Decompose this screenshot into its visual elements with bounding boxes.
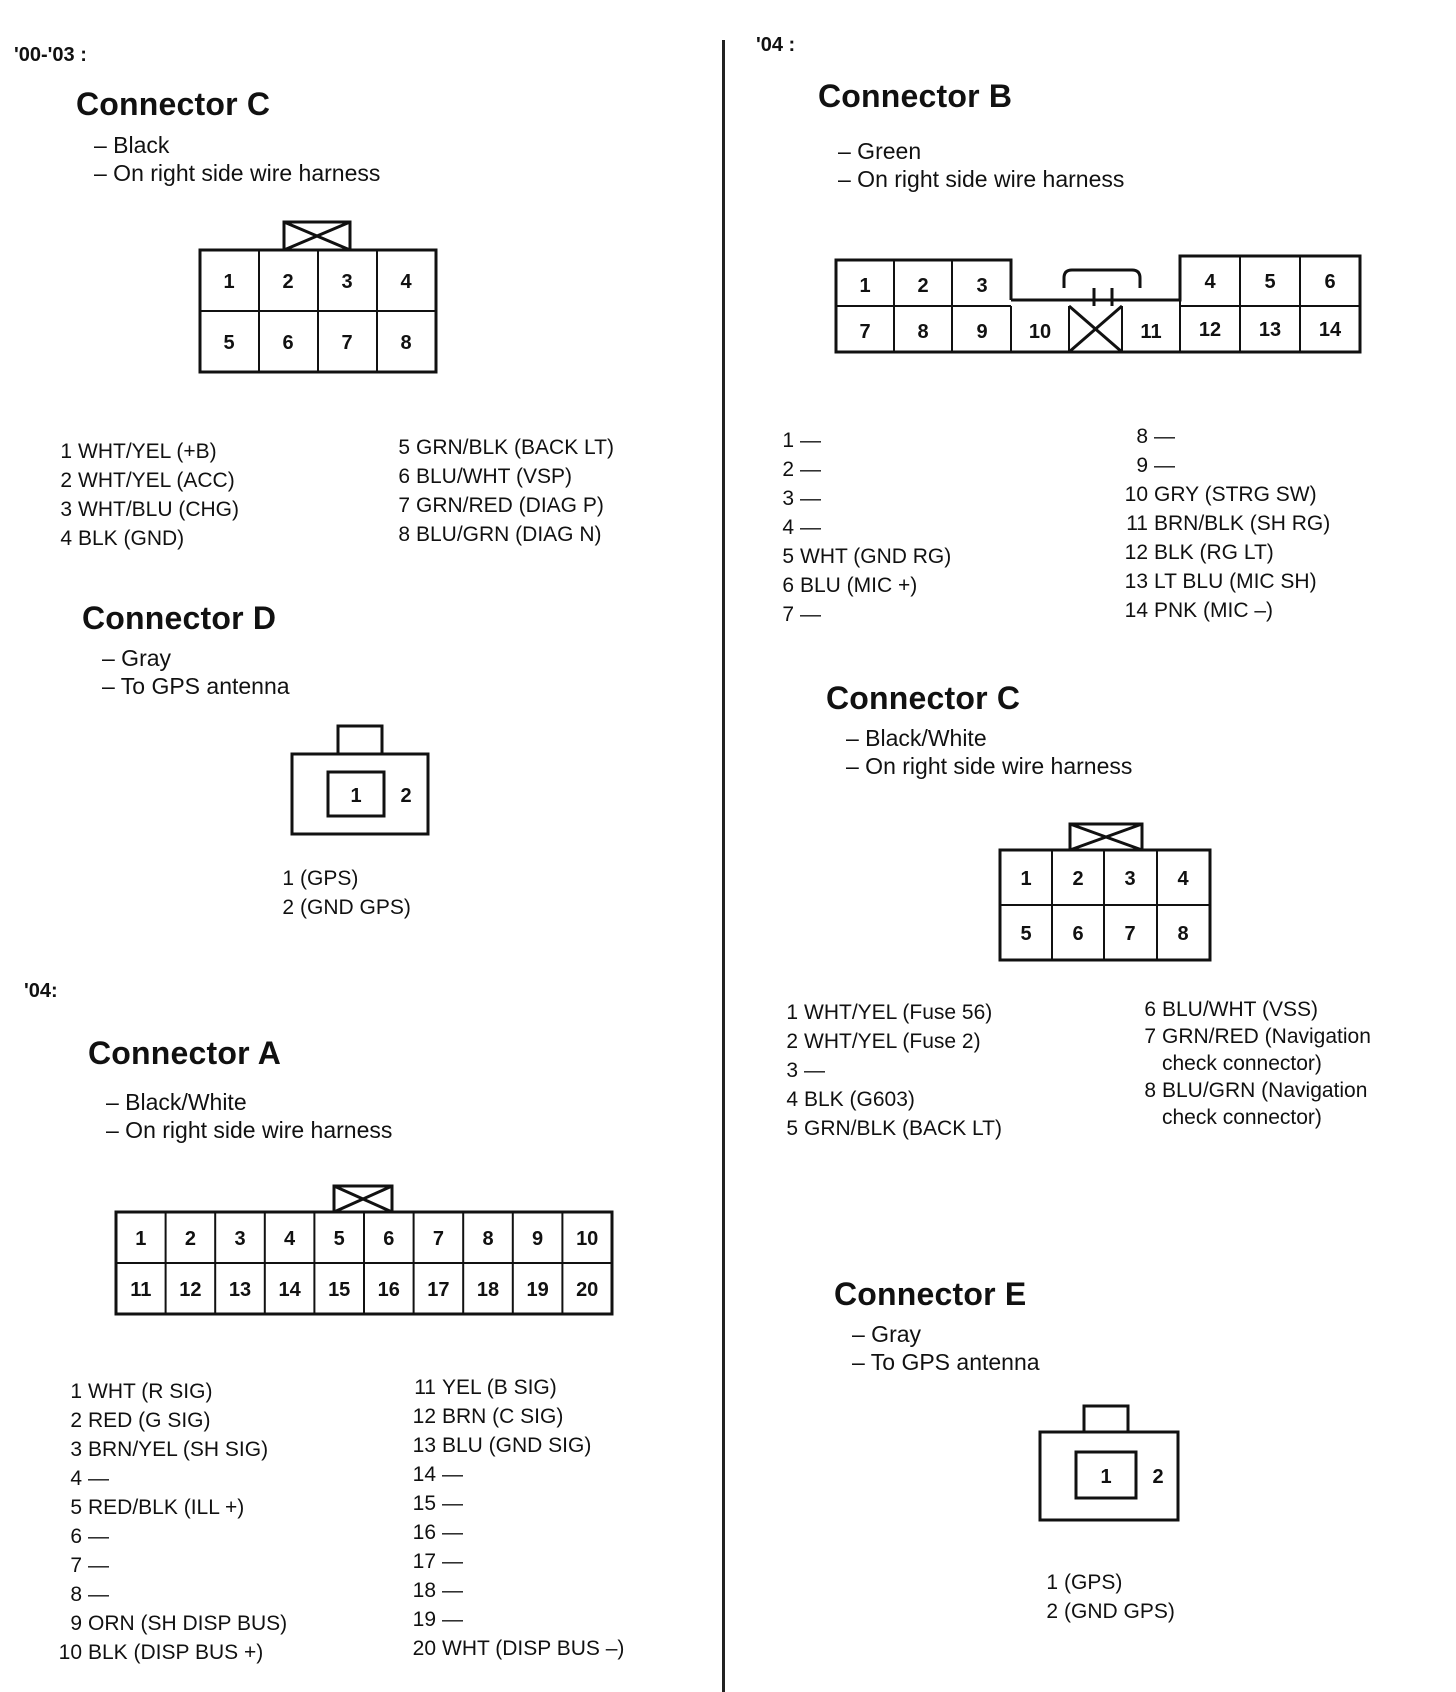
connector-a-20pin-diagram	[112, 1182, 620, 1322]
pin-row: 11 BRN/BLK (SH RG)	[1126, 512, 1331, 535]
connector-d-description	[102, 644, 290, 700]
pin-row: 10 GRY (STRG SW)	[1124, 483, 1317, 506]
pin-18: 18	[476, 1279, 500, 1301]
connector-b-description	[838, 137, 1124, 193]
pin-row: 20 WHT (DISP BUS –)	[412, 1637, 625, 1660]
connector-c-location: – On right side wire harness	[94, 160, 381, 186]
pin-10: 10	[576, 1228, 599, 1250]
pin-9: 9	[532, 1228, 544, 1250]
pin-2: 2	[282, 271, 294, 293]
connector-b-color: – Green	[838, 138, 922, 164]
connector-a-location: – On right side wire harness	[106, 1117, 393, 1143]
pin-row: 2 WHT/YEL (ACC)	[60, 469, 235, 492]
pin-7: 7	[1124, 923, 1136, 945]
pin-row: 19 —	[412, 1608, 463, 1631]
connector-a-color: – Black/White	[106, 1089, 247, 1115]
pin-4: 4	[1204, 271, 1216, 293]
year-label-04: '04:	[24, 980, 58, 1002]
connector-d-2pin-diagram	[288, 722, 438, 840]
pin-row: 8 BLU/GRN (Navigation	[1144, 1079, 1368, 1102]
pin-row: 9 ORN (SH DISP BUS)	[70, 1612, 288, 1635]
year-label-04-right: '04 :	[756, 34, 796, 56]
pin-row: 2 —	[782, 458, 821, 481]
pin-row: 3 —	[786, 1059, 825, 1082]
pin-row: 6 —	[70, 1525, 109, 1548]
pin-row: 3 BRN/YEL (SH SIG)	[70, 1438, 269, 1461]
pin-2: 2	[184, 1228, 196, 1250]
pin-19: 19	[526, 1279, 549, 1301]
column-divider	[722, 40, 725, 1692]
pin-row: 1 —	[782, 429, 821, 452]
pin-row: 12 BLK (RG LT)	[1124, 541, 1274, 564]
pin-15: 15	[328, 1279, 351, 1301]
pin-row: 7 —	[70, 1554, 109, 1577]
connector-a-pin-list-right	[412, 1373, 624, 1663]
pin-20: 20	[576, 1279, 599, 1301]
connector-c-04-location: – On right side wire harness	[846, 753, 1133, 779]
connector-d-location: – To GPS antenna	[102, 673, 290, 699]
pin-1: 1	[1100, 1466, 1112, 1488]
pin-row: 1 WHT/YEL (Fuse 56)	[786, 1001, 993, 1024]
connector-c-pin-list-right	[386, 433, 614, 549]
connector-c-title: Connector C	[76, 86, 271, 122]
pin-row: 1 WHT (R SIG)	[70, 1380, 213, 1403]
pin-row: 2 RED (G SIG)	[70, 1409, 211, 1432]
connector-b-14pin-diagram	[832, 250, 1364, 360]
connector-e-2pin-diagram	[1036, 1402, 1186, 1526]
pin-9: 9	[976, 321, 988, 343]
pin-row: 10 BLK (DISP BUS +)	[58, 1641, 264, 1664]
pin-row: 8 —	[70, 1583, 109, 1606]
pin-row: 4 BLK (G603)	[786, 1088, 915, 1111]
connector-e-description	[852, 1320, 1040, 1376]
connector-e-location: – To GPS antenna	[852, 1349, 1040, 1375]
pin-5: 5	[1264, 271, 1276, 293]
connector-d-pin-list	[270, 864, 411, 922]
pin-17: 17	[427, 1279, 450, 1301]
pin-row: 1 WHT/YEL (+B)	[60, 440, 217, 463]
pin-4: 4	[284, 1228, 296, 1250]
pin-row: 6 BLU/WHT (VSS)	[1144, 998, 1318, 1021]
pin-row: 2 WHT/YEL (Fuse 2)	[786, 1030, 981, 1053]
pin-row: 15 —	[412, 1492, 463, 1515]
connector-b-title: Connector B	[818, 78, 1013, 114]
pin-row: 7 —	[782, 603, 821, 626]
pin-11: 11	[130, 1279, 152, 1301]
pin-1: 1	[350, 785, 362, 807]
connector-b-pin-list-right	[1124, 422, 1330, 625]
pin-row: 11 YEL (B SIG)	[414, 1376, 557, 1399]
pin-12: 12	[1198, 319, 1222, 341]
pin-row: 7 GRN/RED (DIAG P)	[398, 494, 604, 517]
pin-8: 8	[917, 321, 929, 343]
connector-d-color: – Gray	[102, 645, 172, 671]
pin-row-continuation: check connector)	[1162, 1106, 1322, 1129]
connector-c-04-description	[846, 724, 1132, 780]
pin-row: 3 WHT/BLU (CHG)	[60, 498, 239, 521]
pin-row: 2 (GND GPS)	[1046, 1600, 1175, 1623]
pin-row: 8 —	[1136, 425, 1175, 448]
pin-3: 3	[976, 275, 988, 297]
connector-e-pin-list	[1034, 1568, 1175, 1626]
pin-1: 1	[1020, 868, 1032, 890]
pin-7: 7	[859, 321, 871, 343]
pin-13: 13	[1258, 319, 1282, 341]
pin-row: 12 BRN (C SIG)	[412, 1405, 564, 1428]
pin-row: 6 BLU/WHT (VSP)	[398, 465, 572, 488]
pin-5: 5	[223, 332, 235, 354]
pin-16: 16	[377, 1279, 400, 1301]
connector-a-pin-list-left	[58, 1377, 287, 1667]
pin-2: 2	[1152, 1466, 1164, 1488]
pin-row: 1 (GPS)	[1046, 1571, 1123, 1594]
pin-11: 11	[1140, 321, 1162, 343]
pin-row: 14 —	[412, 1463, 463, 1486]
pin-row: 13 BLU (GND SIG)	[412, 1434, 592, 1457]
pin-14: 14	[278, 1279, 301, 1301]
pin-row: 17 —	[412, 1550, 463, 1573]
pin-2: 2	[1072, 868, 1084, 890]
pin-row: 14 PNK (MIC –)	[1124, 599, 1274, 622]
pin-row: 16 —	[412, 1521, 463, 1544]
connector-c-04-pin-list-left	[774, 998, 1002, 1143]
pin-7: 7	[341, 332, 353, 354]
pin-2: 2	[917, 275, 929, 297]
year-label-00-03: '00-'03 :	[14, 44, 87, 66]
pin-row: 3 —	[782, 487, 821, 510]
pin-8: 8	[1177, 923, 1189, 945]
pin-12: 12	[179, 1279, 202, 1301]
pin-row: 13 LT BLU (MIC SH)	[1124, 570, 1317, 593]
connector-c-color: – Black	[94, 132, 170, 158]
pin-row: 5 GRN/BLK (BACK LT)	[786, 1117, 1002, 1140]
pin-13: 13	[228, 1279, 252, 1301]
connector-a-description	[106, 1088, 392, 1144]
pin-1: 1	[859, 275, 871, 297]
pin-row: 4 —	[70, 1467, 109, 1490]
pin-row: 7 GRN/RED (Navigation	[1144, 1025, 1371, 1048]
connector-c-pin-list-left	[48, 437, 239, 553]
pin-row: 8 BLU/GRN (DIAG N)	[398, 523, 602, 546]
connector-c-description	[94, 131, 380, 187]
pin-7: 7	[432, 1228, 444, 1250]
pin-1: 1	[135, 1228, 147, 1250]
connector-a-title: Connector A	[88, 1035, 282, 1071]
connector-b-location: – On right side wire harness	[838, 166, 1125, 192]
pin-5: 5	[1020, 923, 1032, 945]
pin-1: 1	[223, 271, 235, 293]
pin-3: 3	[234, 1228, 246, 1250]
pin-row-continuation: check connector)	[1162, 1052, 1322, 1075]
pin-6: 6	[383, 1228, 395, 1250]
pin-row: 4 BLK (GND)	[60, 527, 185, 550]
pin-row: 4 —	[782, 516, 821, 539]
pin-4: 4	[400, 271, 412, 293]
connector-c-04-color: – Black/White	[846, 725, 987, 751]
pin-6: 6	[1072, 923, 1084, 945]
pin-3: 3	[341, 271, 353, 293]
pin-10: 10	[1028, 321, 1052, 343]
pin-8: 8	[400, 332, 412, 354]
pin-8: 8	[482, 1228, 494, 1250]
pin-row: 18 —	[412, 1579, 463, 1602]
pin-14: 14	[1318, 319, 1342, 341]
pin-row: 9 —	[1136, 454, 1175, 477]
pin-row: 5 RED/BLK (ILL +)	[70, 1496, 245, 1519]
connector-c-04-title: Connector C	[826, 680, 1021, 716]
connector-e-color: – Gray	[852, 1321, 922, 1347]
connector-e-title: Connector E	[834, 1276, 1027, 1312]
pin-5: 5	[333, 1228, 345, 1250]
pin-row: 2 (GND GPS)	[282, 896, 411, 919]
pin-4: 4	[1177, 868, 1189, 890]
connector-c-04-8pin-diagram	[996, 820, 1216, 970]
pin-2: 2	[400, 785, 412, 807]
pin-6: 6	[1324, 271, 1336, 293]
pin-row: 5 GRN/BLK (BACK LT)	[398, 436, 614, 459]
pin-6: 6	[282, 332, 294, 354]
pin-row: 5 WHT (GND RG)	[782, 545, 952, 568]
pin-3: 3	[1124, 868, 1136, 890]
pin-row: 1 (GPS)	[282, 867, 359, 890]
connector-c-04-pin-list-right	[1132, 996, 1371, 1131]
connector-b-pin-list-left	[770, 426, 951, 629]
pin-row: 6 BLU (MIC +)	[782, 574, 918, 597]
connector-c-8pin-diagram	[196, 218, 446, 378]
connector-d-title: Connector D	[82, 600, 277, 636]
